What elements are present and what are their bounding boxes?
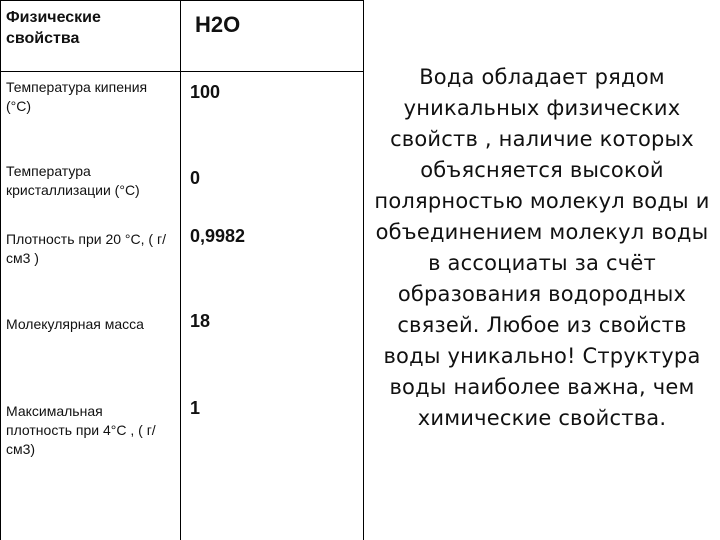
row-crystallization-value: 0 <box>190 168 201 188</box>
row-molar-mass-value: 18 <box>190 311 211 331</box>
row-density-value: 0,9982 <box>190 226 246 246</box>
header-property-cell: Физические свойства <box>6 9 101 47</box>
row-max-density-label: Максимальная плотность при 4°С , ( г/см3) <box>6 403 156 457</box>
row-max-density-value: 1 <box>190 398 201 418</box>
row-molar-mass-label: Молекулярная масса <box>6 316 144 332</box>
column-divider <box>180 0 181 540</box>
water-description: Вода обладает рядом уникальных физических свойств , наличие которых объясняется высокой полярностью молекул воды и объединением молекул воды в ассоциаты за счёт образования водородных связей. Любое из свойств воды уникально! Структура воды наиболее важна, чем химические свойства. <box>374 65 710 430</box>
header-divider <box>0 71 364 72</box>
header-substance-cell: H2O <box>195 12 241 37</box>
row-boiling-point-value: 100 <box>190 82 221 102</box>
row-density-label: Плотность при 20 °С, ( г/см3 ) <box>6 231 166 266</box>
row-boiling-point-label: Температура кипения (°С) <box>6 79 148 114</box>
row-crystallization-label: Температура кристаллизации (°С) <box>6 163 140 198</box>
